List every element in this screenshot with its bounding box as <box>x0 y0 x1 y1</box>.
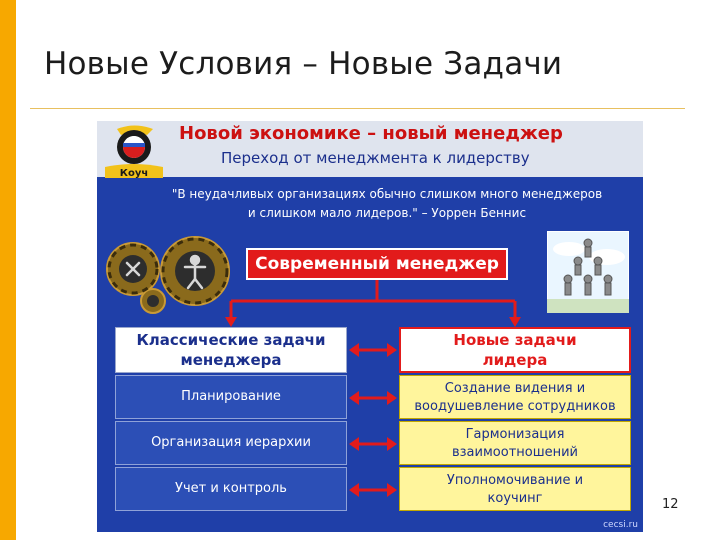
double-arrows <box>347 327 399 513</box>
panel-title: Новой экономике – новый менеджер <box>179 123 563 144</box>
leader-task-cell: Гармонизация взаимоотношений <box>399 421 631 465</box>
classic-task-cell: Организация иерархии <box>115 421 347 465</box>
modern-manager-box: Современный менеджер <box>246 248 508 280</box>
svg-text:Коуч: Коуч <box>119 168 149 179</box>
page-title: Новые Условия – Новые Задачи <box>44 46 563 82</box>
panel-subtitle: Переход от менеджмента к лидерству <box>221 149 530 167</box>
new-tasks-header: Новые задачи лидера <box>399 327 631 373</box>
classic-tasks-header: Классические задачи менеджера <box>115 327 347 373</box>
classic-task-cell: Учет и контроль <box>115 467 347 511</box>
quote <box>137 185 637 223</box>
panel-header <box>97 121 643 177</box>
accent-bar <box>0 0 16 540</box>
coach-logo-icon <box>103 123 165 179</box>
quote-line: "В неудачливых организациях обычно слишком много менеджеров <box>171 187 603 201</box>
title-divider <box>30 108 685 109</box>
slide-panel <box>97 121 643 532</box>
leader-task-cell: Создание видения и воодушевление сотрудников <box>399 375 631 419</box>
site-watermark: cecsi.ru <box>603 520 638 530</box>
quote-line: и слишком мало лидеров." – Уоррен Беннис <box>247 206 527 220</box>
classic-task-cell: Планирование <box>115 375 347 419</box>
leader-task-cell: Уполномочивание и коучинг <box>399 467 631 511</box>
page-number: 12 <box>662 497 679 512</box>
